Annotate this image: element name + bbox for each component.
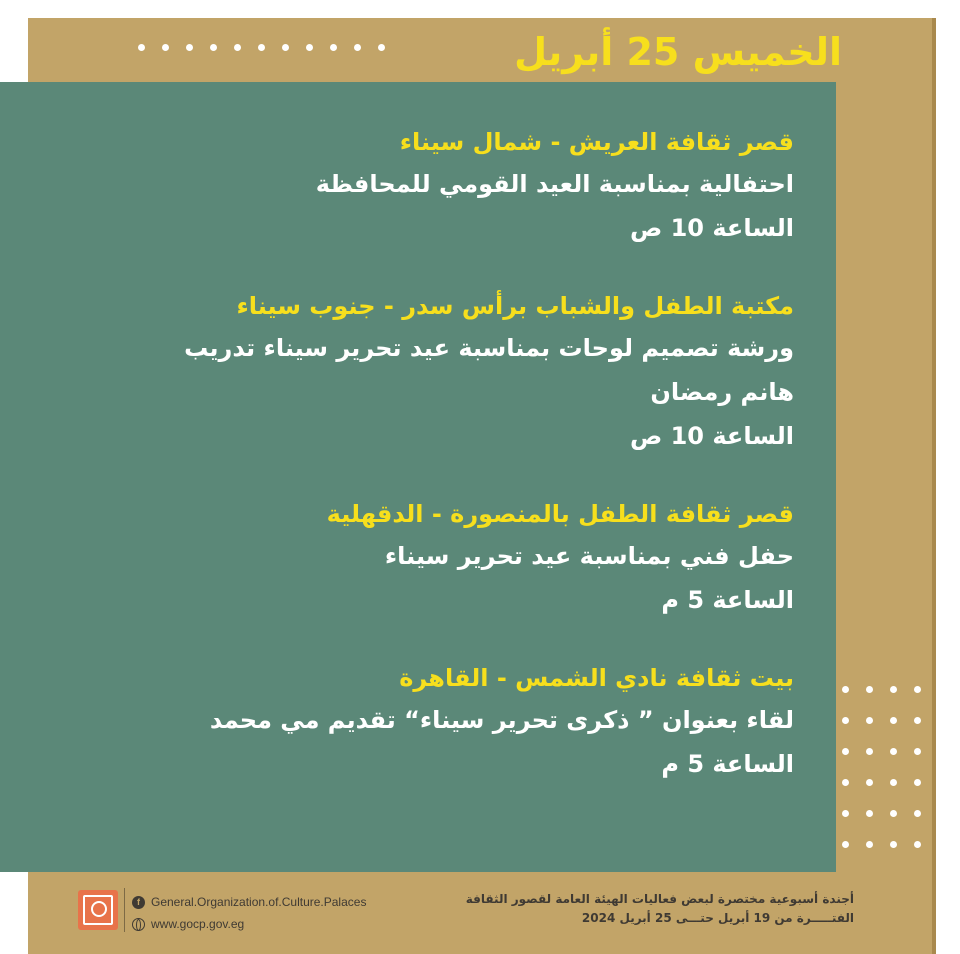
dot (306, 44, 313, 51)
dot (138, 44, 145, 51)
event-item (144, 658, 794, 786)
event-venue: قصر ثقافة العريش - شمال سيناء (399, 128, 794, 156)
dot (842, 686, 849, 693)
event-description: احتفالية بمناسبة العيد القومي للمحافظة (315, 170, 794, 198)
dot (258, 44, 265, 51)
gocp-logo (78, 890, 118, 930)
dot (234, 44, 241, 51)
event-description: حفل فني بمناسبة عيد تحرير سيناء (384, 542, 794, 570)
event-item (144, 286, 794, 458)
dot (842, 841, 849, 848)
dot (842, 748, 849, 755)
website-link[interactable] (132, 914, 244, 934)
dot (210, 44, 217, 51)
footer-divider (124, 888, 125, 932)
dot (914, 779, 921, 786)
decorative-dots-top (138, 44, 385, 54)
dot (842, 717, 849, 724)
dot (866, 748, 873, 755)
event-venue: مكتبة الطفل والشباب برأس سدر - جنوب سيناء (236, 292, 794, 320)
dot (186, 44, 193, 51)
dot (866, 810, 873, 817)
dot (890, 810, 897, 817)
dot (890, 841, 897, 848)
dot (330, 44, 337, 51)
dot (914, 810, 921, 817)
footer (28, 872, 932, 954)
dot (914, 686, 921, 693)
event-description: لقاء بعنوان ” ذكرى تحرير سيناء“ تقديم مي محمد (209, 706, 794, 734)
dot (842, 779, 849, 786)
dot (162, 44, 169, 51)
event-time: الساعة 5 م (661, 586, 794, 614)
dot (890, 717, 897, 724)
dot (890, 779, 897, 786)
dot (890, 686, 897, 693)
agenda-title: أجندة أسبوعية مختصرة لبعض فعاليات الهيئة العامة لقصور الثقافة (465, 892, 854, 906)
dot (866, 841, 873, 848)
event-time: الساعة 5 م (661, 750, 794, 778)
agenda-period: الفتـــــرة من 19 أبريل حتـــى 25 أبريل 2024 (581, 911, 854, 925)
dot (914, 748, 921, 755)
event-time: الساعة 10 ص (629, 422, 794, 450)
dot (282, 44, 289, 51)
dot (354, 44, 361, 51)
event-description: ورشة تصميم لوحات بمناسبة عيد تحرير سيناء تدريب هانم رمضان (184, 334, 794, 406)
dot (866, 779, 873, 786)
event-time: الساعة 10 ص (629, 214, 794, 242)
event-item (144, 122, 794, 250)
footer-agenda (466, 890, 854, 928)
dot (914, 841, 921, 848)
dot (890, 748, 897, 755)
website-url: www.gocp.gov.eg (151, 917, 245, 931)
event-item (144, 494, 794, 622)
facebook-link[interactable] (132, 892, 366, 912)
globe-icon (132, 918, 145, 931)
dot (866, 717, 873, 724)
event-venue: قصر ثقافة الطفل بالمنصورة - الدقهلية (326, 500, 794, 528)
events-list (144, 122, 794, 822)
dot (842, 810, 849, 817)
dot (378, 44, 385, 51)
decorative-dots-grid (842, 686, 932, 856)
logo-mark (83, 895, 113, 925)
facebook-icon: f (132, 896, 145, 909)
event-venue: بيت ثقافة نادي الشمس - القاهرة (399, 664, 794, 692)
dot (914, 717, 921, 724)
date-title: الخميس 25 أبريل (514, 30, 842, 74)
dot (866, 686, 873, 693)
facebook-handle: General.Organization.of.Culture.Palaces (151, 895, 367, 909)
